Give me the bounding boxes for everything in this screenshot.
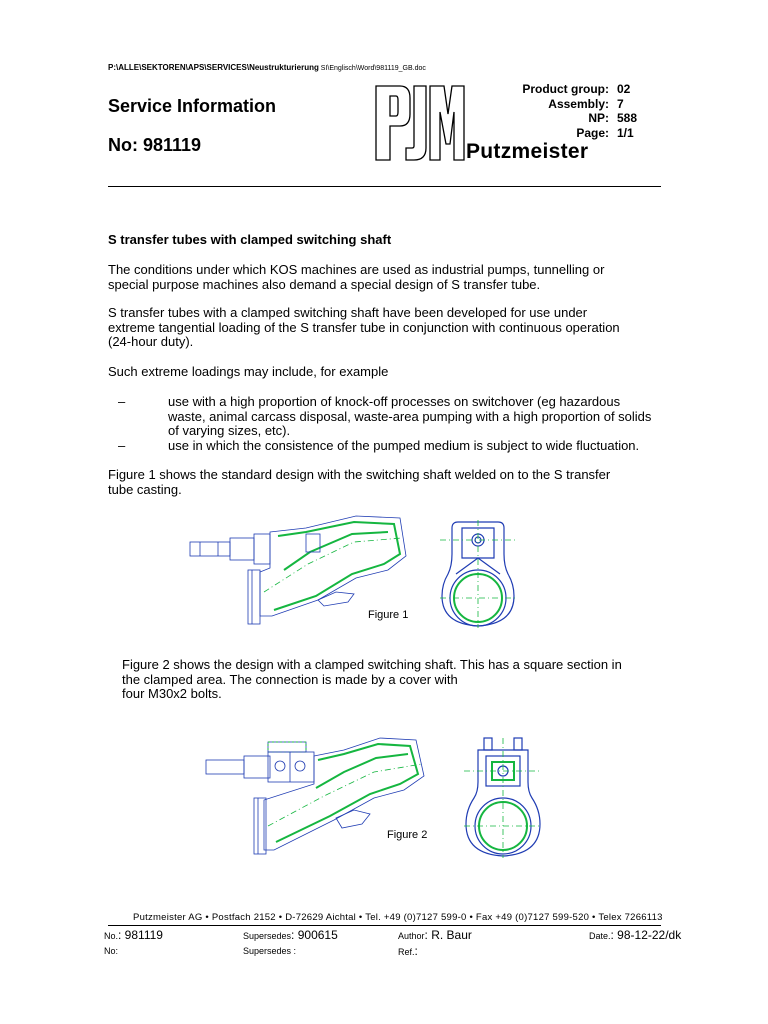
footer-supersedes: Supersedes: 900615 [243, 928, 338, 942]
figure-1-end-view [438, 518, 518, 630]
meta-value-page: 1/1 [617, 125, 634, 140]
paragraph-1: The conditions under which KOS machines are used as industrial pumps, tunnelling or special purpose machines also demand a special design of S transfer tube. [108, 262, 605, 292]
meta-label-assembly: Assembly: [548, 96, 609, 111]
file-path: P:\ALLE\SEKTOREN\APS\SERVICES\Neustrukturierung SI\Englisch\Word\981119_GB.doc [108, 63, 426, 72]
paragraph-4: Figure 1 shows the standard design with the switching shaft welded on to the S transfer tube casting. [108, 467, 611, 497]
paragraph-2: S transfer tubes with a clamped switching shaft have been developed for use under extreme tangential loading of the S transfer tube in conjunction with continuous operation (24-hour duty). [108, 305, 620, 350]
bullet-mark: – [118, 438, 126, 453]
paragraph-5: Figure 2 shows the design with a clamped switching shaft. This has a square section in the clamped area. The connection is made by a cover with four M30x2 bolts. [122, 657, 622, 702]
meta-values [617, 82, 637, 140]
footer-ref: Ref.: [398, 944, 418, 958]
footer-no: No.: 981119 [104, 928, 163, 942]
meta-label-page: Page: [576, 125, 609, 140]
meta-label-product-group: Product group: [522, 82, 609, 96]
paragraph-3: Such extreme loadings may include, for example [108, 364, 389, 379]
bullet-2: use in which the consistence of the pumped medium is subject to wide fluctuation. [168, 438, 640, 453]
figure-2-end-view [462, 736, 544, 860]
footer-no-2: No: [104, 946, 119, 956]
meta-value-product-group: 02 [617, 82, 631, 96]
section-heading: S transfer tubes with clamped switching shaft [108, 232, 392, 247]
figure-1-caption: Figure 1 [368, 609, 409, 621]
header-divider [108, 186, 661, 187]
footer-date: Date.: 98-12-22/dk [589, 928, 682, 942]
brand-name: Putzmeister [466, 140, 589, 163]
document-number: No: 981119 [108, 135, 202, 155]
pm-logo-icon [374, 84, 466, 162]
footer-divider [108, 925, 661, 926]
bullet-mark: – [118, 394, 126, 409]
figure-2-caption: Figure 2 [387, 829, 428, 841]
company-address: Putzmeister AG • Postfach 2152 • D-72629 Aichtal • Tel. +49 (0)7127 599-0 • Fax +49 (0)7127 599-520 • Telex 7266113 [133, 912, 663, 923]
meta-value-np: 588 [617, 111, 638, 125]
page-title: Service Information [108, 96, 277, 116]
figure-2-side-view [204, 736, 436, 860]
meta-value-assembly: 7 [617, 96, 624, 111]
bullet-1: use with a high proportion of knock-off processes on switchover (eg hazardous waste, animal carcass disposal, waste-area pumping with a high proportion of solids of varying sizes, etc). [168, 394, 652, 439]
footer-author: Author: R. Baur [398, 928, 472, 942]
footer-supersedes-2: Supersedes : [243, 946, 297, 956]
meta-labels [480, 82, 609, 140]
meta-label-np: NP: [588, 111, 609, 125]
